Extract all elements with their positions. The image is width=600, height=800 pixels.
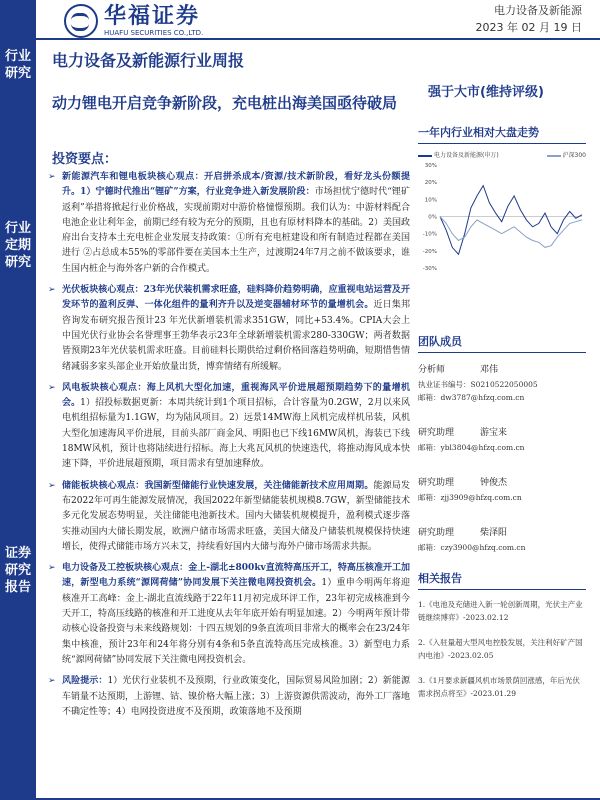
y-tick-label: 10%: [424, 197, 437, 204]
analyst-email-line: [418, 441, 586, 454]
logo-name: 华福证券: [104, 4, 201, 29]
sidebar-label-securities-report: 证券研究报告: [4, 546, 31, 595]
key-point-text: 1）重申今明两年将迎核准开工高峰：金上-湖北直流线路于22年11月初完成环评工作，23年初完成核准到今天开工，特高压线路的核准和开工进度从去年年底开始有明显加速。2）今明两年预计带动核心设备投资与未来线路规划：十四五规划的9条直流项目非常大的概率会在23/24年集中核准，预计23年和24年将分别有4条和5条直流特高压完成核准。3）新型电力系统“源网荷储”协同发展下关注微电网投资机会。: [62, 578, 410, 665]
y-tick-label: 20%: [424, 180, 437, 187]
analyst-list: [418, 363, 586, 554]
email-label: 邮箱：: [418, 493, 441, 502]
analyst-role: 研究助理: [418, 528, 455, 538]
team-title-rule: [418, 352, 586, 353]
analyst-entry: [418, 363, 586, 404]
analyst-name: 邓伟: [480, 365, 499, 375]
chart-title-rule: [418, 143, 586, 144]
key-point-heading: 电力设备及工控板块核心观点：金上-湖北±800kv直流特高压开工，特高压核准开工加速，新型电力系统“源网荷储”协同发展下关注微电网投资机会。: [62, 563, 410, 589]
key-point-heading: 光伏板块核心观点：23年光伏装机需求旺盛，硅料降价趋势明确，应重视电站运营及开发环节的盈利反弹、一体化组件的量利齐升以及逆变器辅材环节的量增机会。: [62, 285, 410, 311]
y-tick-label: -30%: [422, 266, 437, 272]
related-report-link[interactable]: 3.《1月要求新疆风机市场景荫回涨感，年后光伏需求拐点将至》-2023.01.29: [418, 676, 580, 698]
analyst-entry: [418, 426, 586, 454]
y-tick-label: -10%: [422, 231, 437, 238]
team-title: 团队成员: [418, 335, 462, 348]
analyst-entry: [418, 526, 586, 554]
analyst-email-line: [418, 391, 586, 404]
key-point-item: [48, 283, 410, 375]
key-point-text: 市场担忧宁德时代“锂矿返利”举措将掀起行业价格战，实现前期对中游价格憧憬预期。我们认为：中游材料配合电池企业让利年金，前期已经有较为充分的预期，且也有原材料降本的基础。2）美国政府出台支持本土充电桩企业发展支持政策：①所有充电桩建设和所有制造过程都在美国进行 ②占总成本55%的零部件要在美国本土生产，过渡期24年7月之前不做该要求，谁生国内桩企与海外客户新的合作模式。: [62, 187, 410, 274]
sidebar-label-periodic-research: 行业定期研究: [4, 221, 31, 270]
analyst-email[interactable]: czy3900@hfzq.com.cn: [440, 543, 526, 552]
key-point-item: [48, 381, 410, 473]
relative-performance-chart: [418, 124, 586, 278]
related-report-link[interactable]: 1.《电池及充储进入新一轮创新周期，光伏主产业链继续博弈》-2023.02.12: [418, 600, 583, 622]
analyst-role: 研究助理: [418, 428, 455, 438]
series-line: [440, 186, 582, 255]
header-meta: [476, 2, 582, 36]
report-title: 电力设备及新能源行业周报: [52, 51, 245, 70]
key-point-item: [48, 561, 410, 668]
analyst-name: 钟俊杰: [480, 478, 508, 488]
related-report-link[interactable]: 2.《入驻量超大型风电控股发展，关注利好矿产国内电池》-2023.02.05: [418, 638, 583, 660]
header-category: 电力设备及新能源: [494, 4, 582, 17]
sidebar: [0, 0, 36, 800]
analyst-role: 研究助理: [418, 478, 455, 488]
y-tick-label: 0%: [428, 214, 437, 221]
key-point-heading: 风电板块核心观点：海上风机大型化加速，重视海风平价进展超预期趋势下的量增机会。: [62, 382, 410, 409]
analyst-name: 柴泽阳: [480, 528, 508, 538]
analyst-email-line: [418, 491, 586, 504]
key-points-title: 投资要点：: [52, 152, 118, 167]
email-label: 邮箱：: [418, 543, 441, 552]
key-point-heading: 储能板块核心观点：我国新型储能行业快速发展，关注储能新技术应用周期。: [62, 480, 374, 491]
analyst-entry: [418, 476, 586, 504]
sidebar-label-industry-research: 行业研究: [4, 49, 31, 81]
y-tick-label: -20%: [422, 248, 437, 255]
key-points-body: [48, 170, 410, 720]
chart-title: 一年内行业相对大盘走势: [418, 126, 539, 139]
email-label: 邮箱：: [418, 443, 441, 452]
related-reports-list: [418, 598, 586, 700]
analyst-email[interactable]: ybl3804@hfzq.com.cn: [440, 443, 525, 452]
key-point-text: 1）光伏行业装机不及预期，行业政策变化，国际贸易风险加剧；2）新能源车销量不达预期，上游锂、钴、镍价格大幅上涨；3）上游资源供需波动，海外工厂落地不确定性等；4）电网投资进度不及预期，政策落地不及预期: [62, 676, 410, 717]
series-line: [440, 217, 582, 248]
key-point-item: [48, 479, 410, 555]
analyst-role: 分析师: [418, 365, 446, 375]
legend-item: [547, 150, 586, 159]
key-point-item: [48, 674, 410, 720]
analyst-email[interactable]: dw3787@hfzq.com.cn: [440, 393, 525, 402]
key-point-heading: 新能源汽车和锂电板块核心观点：开启拼杀成本/资源/技术新阶段，看好龙头份额提升。1）宁德时代推出“锂矿”方案，行业竞争进入新发展阶段：: [62, 172, 410, 198]
analyst-cert: 执业证书编号：S0210522050005: [418, 380, 538, 389]
headline: 动力锂电开启竞争新阶段，充电桩出海美国亟待破局: [52, 94, 398, 112]
rating-badge: 强于大市(维持评级): [428, 85, 544, 100]
email-label: 邮箱：: [418, 393, 441, 402]
legend-label: 电力设备及新能源(申万): [434, 152, 499, 159]
chart-plot: [418, 159, 586, 274]
y-tick-label: 30%: [424, 163, 437, 169]
legend-item: [418, 150, 499, 159]
key-point-text: 能源局发布2022年可再生能源发展情况，我国2022年新型储能装机规模8.7GW，新型储能技术多元化发展态势明显，关注储能电池新技术。国内大储装机规模提升，盈利模式逐步落实推动国内大储长期发展，欧洲户储市场需求旺盛，美国大储及户储装机规模保持快速增长，使得式储能市场方兴未艾，持续看好国内大储与海外户储市场需求共振。: [62, 480, 410, 552]
key-point-item: [48, 170, 410, 277]
chart-legend: [418, 150, 586, 159]
key-point-heading: 风险提示：: [62, 676, 108, 687]
key-point-text: 近日集邦咨询发布研究报告预计23 年光伏新增装机需求351GW，同比+53.4%。CPIA大会上中国光伏行业协会名誉理事王勃华表示23年全球新增装机需求280-330GW；两者数据皆预期23年光伏装机需求旺盛。目前硅料长期供给过剩价格回落趋势明确，短期惜售情绪减弱多家头部企业开始放量出货，博弈情绪有所缓解。: [62, 300, 410, 372]
team-section: [418, 333, 586, 576]
legend-label: 沪深300: [562, 152, 586, 159]
analyst-email[interactable]: zjj3909@hfzq.com.cn: [440, 493, 522, 502]
legend-swatch: [547, 155, 561, 157]
key-point-text: 1）招投标数据更新：本周共统计到1个项目招标，合计容量为0.2GW，2月以来风电机组招标量为1.1GW，均为陆风项目。2）远景14MW海上风机完成样机吊装，风机大型化加速海风平价进展，目前头部厂商金风、明阳也已下线16MW风机，海装已下线18MW风机，预计也将陆续进行招标。海上大兆瓦风机的快速迭代，将推动海风成本快速下降，平价进展超预期，项目需求有望加速释放。: [62, 398, 410, 470]
company-logo: [64, 4, 203, 38]
header-divider: [36, 38, 600, 40]
related-reports-title: 相关报告: [418, 572, 462, 585]
logo-mark-icon: [64, 4, 98, 38]
analyst-name: 游宝来: [480, 428, 508, 438]
logo-english-name: HUAFU SECURITIES CO.,LTD.: [104, 29, 204, 37]
related-reports-rule: [418, 589, 586, 590]
related-reports-section: [418, 570, 586, 712]
header-date: 2023 年 02 月 19 日: [475, 21, 582, 34]
analyst-email-line: [418, 541, 586, 554]
legend-swatch: [418, 155, 432, 157]
